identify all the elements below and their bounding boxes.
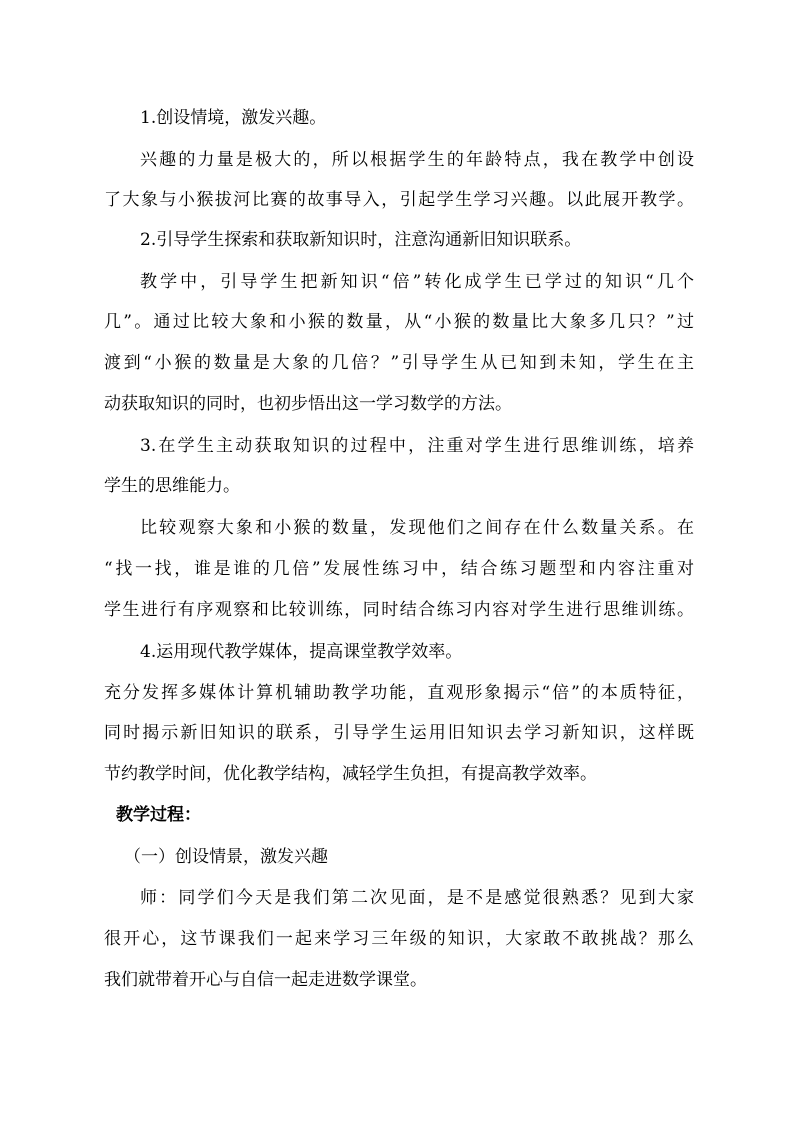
section-3-body-line: 比较观察大象和小猴的数量，发现他们之间存在什么数量关系。在 [140, 518, 694, 538]
process-body-line: 师：同学们今天是我们第二次见面，是不是感觉很熟悉？见到大家 [140, 888, 694, 908]
section-2-body-line: 几”。通过比较大象和小猴的数量，从“小猴的数量比大象多几只？”过 [104, 312, 694, 332]
section-2-heading: 2.引导学生探索和获取新知识时，注意沟通新旧知识联系。 [140, 230, 582, 250]
section-4-body-line: 节约教学时间，优化教学结构，减轻学生负担，有提高教学效率。 [104, 764, 597, 784]
process-title: 教学过程： [116, 805, 201, 825]
section-1-body-line: 兴趣的力量是极大的，所以根据学生的年龄特点，我在教学中创设 [140, 150, 694, 170]
process-subtitle: （一）创设情景，激发兴趣 [124, 847, 328, 867]
section-3-body-line: 学生进行有序观察和比较训练，同时结合练习内容对学生进行思维训练。 [104, 600, 694, 620]
process-body-line: 很开心，这节课我们一起来学习三年级的知识，大家敢不敢挑战？那么 [104, 929, 694, 949]
section-2-body-line: 渡到“小猴的数量是大象的几倍？”引导学生从已知到未知，学生在主 [104, 353, 694, 373]
section-4-body-line: 充分发挥多媒体计算机辅助教学功能，直观形象揭示“倍”的本质特征， [104, 683, 694, 703]
section-2-body-line: 动获取知识的同时，也初步悟出这一学习数学的方法。 [104, 394, 512, 414]
section-4-body-line: 同时揭示新旧知识的联系，引导学生运用旧知识去学习新知识，这样既 [104, 723, 694, 743]
section-2-body-line: 教学中，引导学生把新知识“倍”转化成学生已学过的知识“几个 [140, 272, 694, 292]
section-1-body-line: 了大象与小猴拔河比赛的故事导入，引起学生学习兴趣。以此展开教学。 [104, 190, 694, 210]
section-3-heading-line: 3.在学生主动获取知识的过程中，注重对学生进行思维训练，培养 [140, 436, 694, 456]
process-body-line: 我们就带着开心与自信一起走进数学课堂。 [104, 970, 427, 990]
section-1-heading: 1.创设情境，激发兴趣。 [140, 108, 327, 128]
section-4-heading: 4.运用现代教学媒体，提高课堂教学效率。 [140, 642, 463, 662]
section-3-body-line: “找一找，谁是谁的几倍”发展性练习中，结合练习题型和内容注重对 [104, 559, 694, 579]
section-3-heading-line: 学生的思维能力。 [104, 476, 240, 496]
